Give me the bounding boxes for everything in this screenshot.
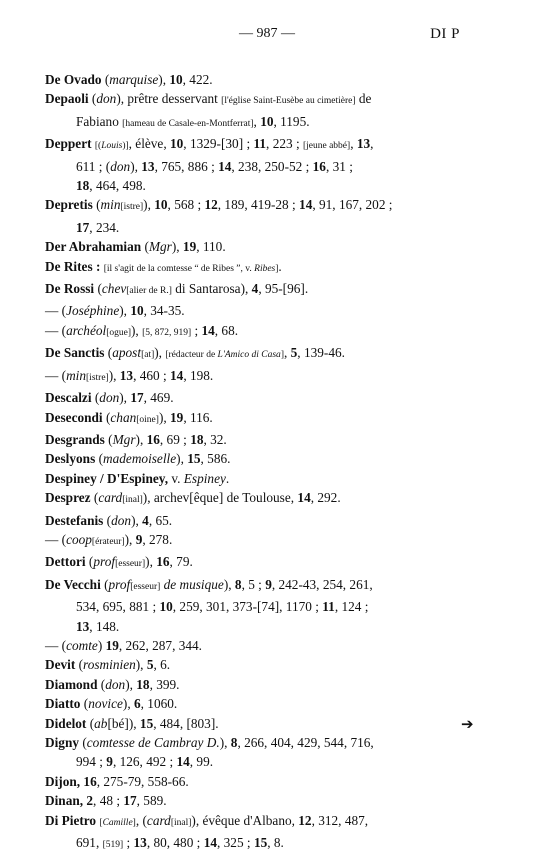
- volume-number: 14: [201, 322, 215, 338]
- index-entry: [45, 257, 455, 279]
- editorial-note: [ogue]: [106, 327, 131, 338]
- italic-text: min: [100, 197, 121, 213]
- italic-text: Joséphine: [66, 303, 120, 319]
- text: (: [104, 431, 113, 447]
- text: , 1329-[30] ;: [183, 136, 254, 152]
- italic-text: archéol: [66, 322, 107, 338]
- editorial-note-italic: Louis: [101, 141, 123, 152]
- editorial-note: [: [99, 817, 103, 828]
- index-entry: [45, 791, 455, 810]
- text: , 139-46.: [297, 345, 345, 361]
- editorial-note-italic: L'Amico di Casa: [217, 350, 281, 361]
- continue-arrow-icon: ➔: [461, 717, 474, 733]
- text: ),: [135, 657, 147, 673]
- volume-number: 8: [234, 576, 242, 592]
- headword: De Rossi: [45, 281, 95, 297]
- page-header: [0, 26, 534, 46]
- text: (: [86, 715, 95, 731]
- text: (: [100, 576, 109, 592]
- text: , 48 ;: [93, 793, 124, 809]
- text: — (: [45, 637, 67, 653]
- volume-number: 12: [204, 197, 218, 213]
- editorial-note: [rédacteur de: [165, 350, 218, 361]
- headword: Di Pietro: [45, 812, 97, 828]
- text: , 325 ;: [217, 835, 254, 851]
- text: ,: [370, 136, 374, 152]
- volume-number: 18: [76, 178, 90, 194]
- editorial-note: [istre]: [86, 372, 109, 383]
- text: , 79.: [169, 554, 193, 570]
- text: .: [278, 258, 282, 274]
- volume-number: 18: [136, 676, 150, 692]
- headword: Desecondi: [45, 409, 103, 425]
- text: — (: [45, 322, 67, 338]
- volume-number: 16: [83, 773, 97, 789]
- italic-text: apost: [112, 345, 142, 361]
- index-entry: [45, 552, 455, 574]
- text: , 69 ;: [159, 431, 191, 447]
- editorial-note: [l'église Saint-Eusèbe au cimetière]: [221, 96, 356, 107]
- text: , 469.: [143, 390, 174, 406]
- text: v.: [168, 470, 184, 486]
- text: , 238, 250-52 ;: [231, 158, 313, 174]
- volume-number: 17: [76, 219, 90, 235]
- headword: Der Abrahamian: [45, 239, 142, 255]
- index-entry: [45, 430, 455, 449]
- editorial-note: ]: [132, 817, 136, 828]
- volume-number: 11: [322, 599, 335, 615]
- volume-number: 4: [251, 281, 259, 297]
- headword: Diamond: [45, 676, 98, 692]
- text: ),: [131, 512, 143, 528]
- text: [bé]),: [107, 715, 140, 731]
- volume-number: 13: [141, 158, 155, 174]
- editorial-note: [jeune abbé]: [302, 141, 351, 152]
- index-entry: [45, 575, 455, 636]
- text: ),: [176, 451, 188, 467]
- headword: De Sanctis: [45, 345, 105, 361]
- volume-number: 10: [154, 197, 168, 213]
- text: ),: [119, 390, 131, 406]
- text: ,: [350, 136, 357, 152]
- page-number: — 987 —: [239, 26, 295, 41]
- volume-number: 4: [142, 512, 149, 528]
- text: ),: [119, 303, 131, 319]
- volume-number: 10: [159, 599, 173, 615]
- headword: Despiney / D'Espiney,: [45, 470, 169, 486]
- text: di Santarosa),: [171, 281, 252, 297]
- text: .: [225, 470, 230, 486]
- text: , 589.: [136, 793, 167, 809]
- text: (: [92, 197, 101, 213]
- text: , 234.: [89, 219, 120, 235]
- index-entry: [45, 321, 455, 343]
- text: ),: [135, 431, 147, 447]
- text: (: [88, 91, 97, 107]
- text: , 460 ;: [133, 367, 171, 383]
- index-entry: [45, 714, 455, 733]
- headword: Depretis: [45, 197, 93, 213]
- index-entry: [45, 388, 455, 407]
- editorial-note: [istre]: [120, 202, 144, 213]
- text: (: [95, 451, 104, 467]
- italic-text: marquise: [109, 72, 159, 87]
- editorial-note-italic: Ribes: [254, 263, 276, 274]
- volume-number: 13: [356, 136, 371, 152]
- text: (: [141, 239, 149, 255]
- text: ): [97, 637, 106, 653]
- text: (: [75, 657, 84, 673]
- index-entry: [45, 530, 455, 552]
- index-entry: [45, 469, 455, 488]
- text: 534, 695, 881 ;: [76, 599, 160, 615]
- index-entry: [45, 89, 455, 134]
- text: , 259, 301, 373-[74], 1170 ;: [172, 599, 323, 615]
- editorial-note: [érateur]: [91, 536, 125, 547]
- text: (: [85, 554, 94, 570]
- editorial-note: [esseur]: [115, 559, 146, 570]
- editorial-note: [esseur]: [130, 581, 161, 592]
- italic-text: Mgr: [112, 431, 136, 447]
- italic-text: prof: [108, 576, 131, 592]
- text: ),: [171, 239, 183, 255]
- headword: Dinan,: [45, 793, 84, 809]
- text: ),: [108, 367, 120, 383]
- text: (: [79, 735, 87, 750]
- text: , 189, 419-28 ;: [217, 197, 300, 213]
- volume-number: 14: [176, 754, 190, 770]
- volume-number: 10: [169, 72, 183, 87]
- italic-text: rosminien: [83, 657, 136, 673]
- text: ),: [154, 345, 166, 361]
- volume-number: 13: [76, 618, 90, 634]
- text: 994 ;: [76, 754, 107, 770]
- italic-text: prof: [93, 554, 116, 570]
- text: ),: [130, 158, 142, 174]
- text: , 5 ;: [241, 576, 266, 592]
- index-entry: [45, 733, 455, 772]
- italic-text: don: [96, 91, 117, 107]
- text: , élève,: [128, 136, 170, 152]
- text: , 1060.: [140, 696, 178, 712]
- volume-number: 10: [170, 136, 184, 152]
- text: , 6.: [153, 657, 171, 673]
- editorial-note: ]: [275, 263, 279, 274]
- headword: Desprez: [45, 490, 91, 506]
- italic-text: coop: [66, 531, 92, 547]
- index-entry: [45, 279, 455, 301]
- italic-text: comte: [66, 637, 98, 653]
- text: (: [90, 490, 99, 506]
- volume-number: 11: [253, 136, 267, 152]
- text: , 266, 404, 429, 544, 716,: [237, 735, 374, 750]
- text: , 292.: [310, 490, 341, 506]
- index-entry: [45, 301, 455, 320]
- volume-number: 8: [230, 735, 238, 750]
- text: ),: [124, 531, 136, 547]
- editorial-note: [519]: [102, 840, 124, 851]
- italic-text: mademoiselle: [103, 451, 177, 467]
- headword: Diatto: [45, 696, 81, 712]
- volume-number: 16: [312, 158, 326, 174]
- headword: Depaoli: [45, 91, 89, 107]
- text: , 278.: [142, 531, 173, 547]
- text: , 399.: [149, 676, 180, 692]
- headword: Dettori: [45, 554, 86, 570]
- text: ),: [158, 72, 170, 87]
- text: , 8.: [267, 835, 284, 851]
- italic-text: ab: [94, 715, 108, 731]
- index-entry: [45, 237, 455, 256]
- headword: Descalzi: [45, 390, 92, 406]
- text: ,: [253, 113, 261, 129]
- text: , 80, 480 ;: [146, 835, 204, 851]
- text: , 586.: [200, 451, 231, 467]
- text: , 568 ;: [167, 197, 205, 213]
- italic-text: don: [111, 512, 132, 528]
- volume-number: 9: [106, 754, 113, 770]
- headword: Deslyons: [45, 451, 96, 467]
- text: Fabiano: [76, 113, 123, 129]
- text: ),: [223, 576, 235, 592]
- italic-text: don: [105, 676, 126, 692]
- volume-number: 17: [130, 390, 144, 406]
- italic-text: novice: [88, 696, 123, 712]
- index-entry: [45, 636, 455, 655]
- volume-number: 14: [297, 490, 311, 506]
- editorial-note: [oine]: [136, 414, 159, 425]
- text: — (: [45, 531, 67, 547]
- text: (: [94, 281, 102, 297]
- text: (: [104, 345, 113, 361]
- text: ),: [145, 554, 157, 570]
- italic-text: Espiney: [183, 470, 226, 486]
- text: , 275-79, 558-66.: [96, 773, 189, 789]
- editorial-note: [at]: [141, 350, 155, 361]
- text: — (: [45, 367, 67, 383]
- text: ),: [143, 197, 155, 213]
- headword: Dijon,: [45, 773, 81, 789]
- text: (: [80, 696, 89, 712]
- editorial-note-italic: Camille: [102, 817, 133, 828]
- text: ,: [283, 345, 291, 361]
- index-entry: [45, 488, 455, 510]
- editorial-note: [alier de R.]: [126, 286, 172, 297]
- text: , 34-35.: [143, 303, 185, 319]
- editorial-note: [5, 872, 919]: [142, 327, 192, 338]
- editorial-note: ]: [280, 350, 284, 361]
- text: 691,: [76, 835, 103, 851]
- text: , 124 ;: [334, 599, 369, 615]
- volume-number: 14: [203, 835, 217, 851]
- text: , 95-[96].: [258, 281, 309, 297]
- italic-text: card: [98, 490, 123, 506]
- headword: De Ovado: [45, 72, 102, 87]
- volume-number: 13: [119, 367, 134, 383]
- index-entry: [45, 449, 455, 468]
- italic-text: don: [110, 158, 131, 174]
- volume-number: 2: [86, 793, 94, 809]
- text: ;: [123, 835, 134, 851]
- volume-number: 12: [298, 812, 312, 828]
- text: ),: [219, 735, 231, 750]
- volume-number: 14: [299, 197, 313, 213]
- text: , 484, [803].: [153, 715, 219, 731]
- text: , 116.: [183, 409, 213, 425]
- index-entry: [45, 70, 455, 89]
- text: , 68.: [214, 322, 239, 338]
- running-head: DI P: [430, 26, 460, 42]
- text: , 262, 287, 344.: [118, 637, 202, 653]
- text: , 65.: [148, 512, 173, 528]
- volume-number: 15: [187, 451, 201, 467]
- text: ),: [158, 409, 171, 425]
- editorial-note: [(: [94, 141, 102, 152]
- headword: Didelot: [45, 715, 87, 731]
- index-entries: [45, 70, 455, 855]
- volume-number: 6: [134, 696, 141, 712]
- text: (: [102, 409, 111, 425]
- text: , 198.: [183, 367, 214, 383]
- headword: Desgrands: [45, 431, 105, 447]
- text: , 464, 498.: [89, 178, 146, 194]
- text: ;: [191, 322, 202, 338]
- volume-number: 19: [105, 637, 119, 653]
- text: , 148.: [89, 618, 120, 634]
- text: (: [101, 72, 110, 87]
- editorial-note: [il s'agit de la comtesse “ de Ribes ”, v.: [103, 263, 255, 274]
- headword: Destefanis: [45, 512, 104, 528]
- index-entry: [45, 811, 455, 855]
- editorial-note: )]: [122, 141, 129, 152]
- text: ),: [130, 322, 143, 338]
- volume-number: 16: [146, 431, 160, 447]
- volume-number: 15: [139, 715, 154, 731]
- text: ), prêtre desservant: [116, 91, 222, 107]
- headword: Digny: [45, 735, 79, 750]
- text: ),: [122, 696, 134, 712]
- text: de: [355, 91, 372, 107]
- index-entry: [45, 772, 455, 791]
- text: , (: [135, 812, 147, 828]
- text: , 110.: [196, 239, 226, 255]
- text: , 312, 487,: [311, 812, 369, 828]
- italic-text: card: [146, 812, 171, 828]
- text: , 765, 886 ;: [154, 158, 219, 174]
- volume-number: 19: [170, 409, 184, 425]
- headword: De Vecchi: [45, 576, 101, 592]
- headword: De Rites :: [45, 258, 101, 274]
- editorial-note: [inal]: [122, 495, 143, 506]
- index-entry: [45, 343, 455, 365]
- text: , 126, 492 ;: [112, 754, 177, 770]
- text: ),: [125, 676, 137, 692]
- italic-text: min: [66, 367, 87, 383]
- volume-number: 5: [290, 345, 298, 361]
- volume-number: 14: [218, 158, 232, 174]
- editorial-note: [hameau de Casale-en-Montferrat]: [122, 118, 254, 129]
- index-entry: [45, 195, 455, 237]
- volume-number: 13: [133, 835, 147, 851]
- volume-number: 10: [260, 113, 274, 129]
- volume-number: 18: [190, 431, 204, 447]
- headword: Deppert: [45, 136, 92, 152]
- text: (: [103, 512, 112, 528]
- text: (: [91, 390, 100, 406]
- text: , 99.: [189, 754, 214, 770]
- text: , 91, 167, 202 ;: [312, 197, 393, 213]
- italic-text: chev: [101, 281, 127, 297]
- italic-text: comtesse de Cambray D.: [86, 735, 220, 750]
- index-entry: [45, 675, 455, 694]
- italic-text: chan: [110, 409, 137, 425]
- text: , 1195.: [273, 113, 310, 129]
- editorial-note: [inal]: [170, 817, 192, 828]
- volume-number: 14: [170, 367, 184, 383]
- text: — (: [45, 303, 67, 319]
- italic-text: Mgr: [148, 239, 172, 255]
- volume-number: 19: [182, 239, 197, 255]
- volume-number: 15: [253, 835, 268, 851]
- index-entry: [45, 134, 455, 195]
- index-entry: [45, 694, 455, 713]
- text: , 32.: [203, 431, 227, 447]
- volume-number: 9: [265, 576, 272, 592]
- text: , 242-43, 254, 261,: [271, 576, 373, 592]
- text: ), évêque d'Albano,: [191, 812, 299, 828]
- index-entry: [45, 366, 455, 388]
- volume-number: 5: [146, 657, 154, 673]
- text: , 422.: [182, 72, 213, 87]
- volume-number: 16: [156, 554, 170, 570]
- text: 611 ; (: [76, 158, 111, 174]
- italic-text: de musique: [160, 576, 224, 592]
- text: (: [97, 676, 106, 692]
- text: ), archev[êque] de Toulouse,: [142, 490, 298, 506]
- index-entry: [45, 511, 455, 530]
- volume-number: 17: [123, 793, 137, 809]
- headword: Devit: [45, 657, 76, 673]
- index-entry: [45, 655, 455, 674]
- volume-number: 9: [135, 531, 143, 547]
- volume-number: 10: [130, 303, 144, 319]
- text: , 223 ;: [266, 136, 303, 152]
- italic-text: don: [99, 390, 120, 406]
- index-entry: [45, 408, 455, 430]
- text: , 31 ;: [325, 158, 353, 174]
